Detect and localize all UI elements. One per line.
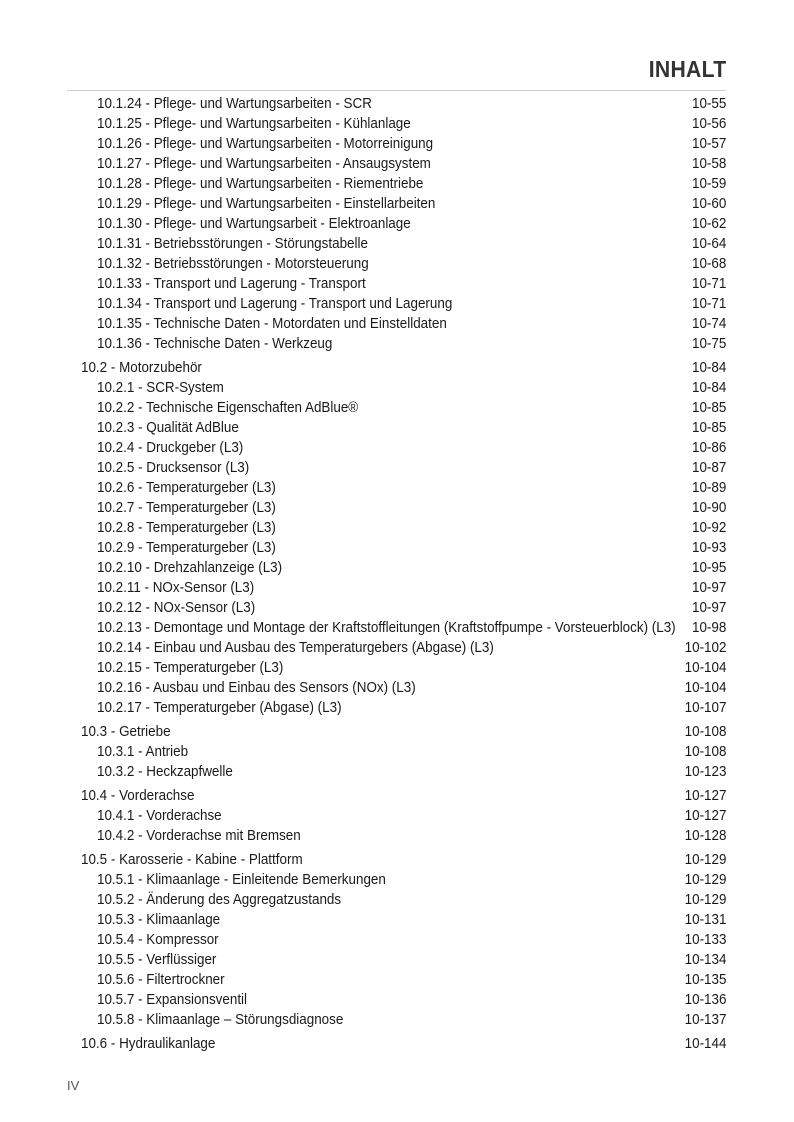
toc-entry[interactable] <box>0 950 794 970</box>
toc-entry[interactable] <box>0 498 794 518</box>
toc-entry-page: 10-85 <box>691 400 726 416</box>
toc-entry-page: 10-55 <box>691 96 726 112</box>
toc-entry[interactable] <box>0 618 794 638</box>
toc-entry-title: 10.1.25 - Pflege- und Wartungsarbeiten - Kühlanlage <box>97 116 411 132</box>
toc-entry-page: 10-128 <box>684 828 726 844</box>
toc-entry-page: 10-71 <box>691 296 726 312</box>
toc-entry-title: 10.2.15 - Temperaturgeber (L3) <box>97 660 284 676</box>
toc-entry[interactable] <box>0 94 794 114</box>
page-number: IV <box>67 1078 80 1093</box>
toc-entry-page: 10-131 <box>684 912 726 928</box>
toc-section-title: 10.5 - Karosserie - Kabine - Plattform <box>81 852 303 868</box>
toc-entry-page: 10-97 <box>691 580 726 596</box>
toc-entry-page: 10-71 <box>691 276 726 292</box>
toc-entry[interactable] <box>0 134 794 154</box>
toc-entry-title: 10.2.1 - SCR-System <box>97 380 224 396</box>
toc-entry-page: 10-64 <box>691 236 726 252</box>
toc-entry-title: 10.2.9 - Temperaturgeber (L3) <box>97 540 276 556</box>
toc-entry-title: 10.5.8 - Klimaanlage – Störungsdiagnose <box>97 1012 344 1028</box>
toc-entry[interactable] <box>0 254 794 274</box>
toc-entry[interactable] <box>0 806 794 826</box>
toc-entry-title: 10.1.27 - Pflege- und Wartungsarbeiten - Ansaugsystem <box>97 156 431 172</box>
toc-section <box>0 94 794 354</box>
toc-section-heading[interactable] <box>0 1034 794 1054</box>
toc-section-heading[interactable] <box>0 850 794 870</box>
toc-entry-title: 10.1.26 - Pflege- und Wartungsarbeiten - Motorreinigung <box>97 136 434 152</box>
toc-entry-page: 10-59 <box>691 176 726 192</box>
toc-entry[interactable] <box>0 518 794 538</box>
toc-section-page: 10-108 <box>684 724 726 740</box>
toc-section <box>0 358 794 718</box>
toc-entry[interactable] <box>0 294 794 314</box>
toc-entry-title: 10.1.32 - Betriebsstörungen - Motorsteuerung <box>97 256 369 272</box>
toc-entry-page: 10-98 <box>691 620 726 636</box>
toc-entry[interactable] <box>0 970 794 990</box>
toc-entry-page: 10-108 <box>684 744 726 760</box>
toc-entry-page: 10-123 <box>684 764 726 780</box>
toc-entry-page: 10-95 <box>691 560 726 576</box>
toc-entry-page: 10-136 <box>684 992 726 1008</box>
toc-entry-page: 10-104 <box>684 660 726 676</box>
toc-entry[interactable] <box>0 478 794 498</box>
toc-section-heading[interactable] <box>0 722 794 742</box>
toc-entry-page: 10-57 <box>691 136 726 152</box>
toc-entry-page: 10-87 <box>691 460 726 476</box>
toc-entry-title: 10.2.12 - NOx-Sensor (L3) <box>97 600 256 616</box>
toc-entry-title: 10.5.2 - Änderung des Aggregatzustands <box>97 892 342 908</box>
toc-entry-title: 10.1.28 - Pflege- und Wartungsarbeiten - Riementriebe <box>97 176 424 192</box>
toc-entry-page: 10-92 <box>691 520 726 536</box>
toc-entry-page: 10-56 <box>691 116 726 132</box>
toc-entry[interactable] <box>0 658 794 678</box>
toc-entry-page: 10-60 <box>691 196 726 212</box>
toc-section-page: 10-127 <box>684 788 726 804</box>
toc-entry-title: 10.3.2 - Heckzapfwelle <box>97 764 233 780</box>
toc-entry[interactable] <box>0 314 794 334</box>
toc-entry[interactable] <box>0 598 794 618</box>
toc-entry[interactable] <box>0 234 794 254</box>
toc-entry-page: 10-86 <box>691 440 726 456</box>
toc-entry[interactable] <box>0 418 794 438</box>
toc-entry-page: 10-97 <box>691 600 726 616</box>
toc-entry-title: 10.2.8 - Temperaturgeber (L3) <box>97 520 276 536</box>
table-of-contents <box>0 94 794 1058</box>
toc-section-title: 10.6 - Hydraulikanlage <box>81 1036 216 1052</box>
toc-entry[interactable] <box>0 334 794 354</box>
toc-section-title: 10.2 - Motorzubehör <box>81 360 202 376</box>
toc-entry[interactable] <box>0 578 794 598</box>
toc-entry-title: 10.2.2 - Technische Eigenschaften AdBlue® <box>97 400 359 416</box>
toc-section-title: 10.3 - Getriebe <box>81 724 171 740</box>
toc-entry-title: 10.5.1 - Klimaanlage - Einleitende Bemerkungen <box>97 872 386 888</box>
toc-entry-title: 10.2.13 - Demontage und Montage der Kraftstoffleitungen (Kraftstoffpumpe - Vorsteuerblock) (L3) <box>97 620 676 636</box>
toc-entry[interactable] <box>0 558 794 578</box>
toc-section-heading[interactable] <box>0 358 794 378</box>
toc-entry-page: 10-75 <box>691 336 726 352</box>
toc-entry[interactable] <box>0 742 794 762</box>
toc-entry-title: 10.1.36 - Technische Daten - Werkzeug <box>97 336 333 352</box>
toc-entry[interactable] <box>0 458 794 478</box>
toc-entry-title: 10.5.6 - Filtertrockner <box>97 972 225 988</box>
toc-entry-title: 10.2.4 - Druckgeber (L3) <box>97 440 244 456</box>
toc-entry-title: 10.1.31 - Betriebsstörungen - Störungstabelle <box>97 236 368 252</box>
toc-entry-title: 10.5.4 - Kompressor <box>97 932 219 948</box>
toc-entry-page: 10-104 <box>684 680 726 696</box>
toc-entry-title: 10.3.1 - Antrieb <box>97 744 189 760</box>
toc-entry[interactable] <box>0 930 794 950</box>
toc-entry[interactable] <box>0 174 794 194</box>
toc-entry[interactable] <box>0 114 794 134</box>
toc-entry-page: 10-90 <box>691 500 726 516</box>
toc-entry-page: 10-129 <box>684 872 726 888</box>
toc-entry-page: 10-85 <box>691 420 726 436</box>
toc-entry[interactable] <box>0 1010 794 1030</box>
toc-entry-title: 10.2.6 - Temperaturgeber (L3) <box>97 480 276 496</box>
toc-entry-title: 10.2.14 - Einbau und Ausbau des Temperaturgebers (Abgase) (L3) <box>97 640 494 656</box>
toc-entry[interactable] <box>0 990 794 1010</box>
toc-entry-title: 10.2.17 - Temperaturgeber (Abgase) (L3) <box>97 700 342 716</box>
toc-entry-page: 10-58 <box>691 156 726 172</box>
toc-entry-page: 10-135 <box>684 972 726 988</box>
toc-entry-title: 10.1.33 - Transport und Lagerung - Transport <box>97 276 366 292</box>
toc-section-page: 10-84 <box>691 360 726 376</box>
toc-entry-title: 10.2.7 - Temperaturgeber (L3) <box>97 500 276 516</box>
toc-entry-title: 10.2.3 - Qualität AdBlue <box>97 420 239 436</box>
toc-entry-page: 10-133 <box>684 932 726 948</box>
title-divider <box>67 90 726 91</box>
toc-entry-page: 10-127 <box>684 808 726 824</box>
toc-entry[interactable] <box>0 538 794 558</box>
toc-entry-page: 10-102 <box>684 640 726 656</box>
toc-entry[interactable] <box>0 638 794 658</box>
toc-entry-title: 10.1.35 - Technische Daten - Motordaten und Einstelldaten <box>97 316 447 332</box>
toc-entry[interactable] <box>0 910 794 930</box>
toc-entry[interactable] <box>0 438 794 458</box>
toc-entry-title: 10.2.16 - Ausbau und Einbau des Sensors (NOx) (L3) <box>97 680 416 696</box>
toc-entry-page: 10-68 <box>691 256 726 272</box>
toc-entry-title: 10.5.7 - Expansionsventil <box>97 992 248 1008</box>
toc-entry[interactable] <box>0 870 794 890</box>
toc-entry[interactable] <box>0 154 794 174</box>
toc-entry[interactable] <box>0 194 794 214</box>
toc-entry-page: 10-62 <box>691 216 726 232</box>
toc-section-page: 10-129 <box>684 852 726 868</box>
toc-entry-title: 10.1.30 - Pflege- und Wartungsarbeit - Elektroanlage <box>97 216 411 232</box>
toc-entry-title: 10.4.2 - Vorderachse mit Bremsen <box>97 828 301 844</box>
toc-entry[interactable] <box>0 378 794 398</box>
toc-entry-page: 10-84 <box>691 380 726 396</box>
toc-entry-title: 10.2.11 - NOx-Sensor (L3) <box>97 580 255 596</box>
toc-entry[interactable] <box>0 398 794 418</box>
toc-entry[interactable] <box>0 214 794 234</box>
toc-entry-title: 10.2.5 - Drucksensor (L3) <box>97 460 250 476</box>
page-title: INHALT <box>648 56 726 82</box>
toc-section-heading[interactable] <box>0 786 794 806</box>
toc-entry-title: 10.1.29 - Pflege- und Wartungsarbeiten - Einstellarbeiten <box>97 196 436 212</box>
toc-entry[interactable] <box>0 762 794 782</box>
toc-section <box>0 1034 794 1054</box>
toc-entry[interactable] <box>0 890 794 910</box>
toc-section <box>0 722 794 782</box>
toc-entry-title: 10.4.1 - Vorderachse <box>97 808 222 824</box>
toc-entry-title: 10.5.5 - Verflüssiger <box>97 952 217 968</box>
toc-entry-page: 10-134 <box>684 952 726 968</box>
toc-entry-title: 10.1.24 - Pflege- und Wartungsarbeiten - SCR <box>97 96 372 112</box>
toc-entry[interactable] <box>0 826 794 846</box>
toc-entry[interactable] <box>0 678 794 698</box>
toc-entry-title: 10.2.10 - Drehzahlanzeige (L3) <box>97 560 283 576</box>
toc-entry[interactable] <box>0 698 794 718</box>
toc-entry-title: 10.5.3 - Klimaanlage <box>97 912 221 928</box>
toc-section <box>0 786 794 846</box>
toc-section-page: 10-144 <box>684 1036 726 1052</box>
toc-entry-page: 10-129 <box>684 892 726 908</box>
toc-entry-page: 10-137 <box>684 1012 726 1028</box>
toc-entry-page: 10-107 <box>684 700 726 716</box>
toc-entry-page: 10-89 <box>691 480 726 496</box>
toc-section-title: 10.4 - Vorderachse <box>81 788 195 804</box>
toc-entry-title: 10.1.34 - Transport und Lagerung - Transport und Lagerung <box>97 296 453 312</box>
toc-section <box>0 850 794 1030</box>
toc-entry-page: 10-93 <box>691 540 726 556</box>
toc-entry-page: 10-74 <box>691 316 726 332</box>
toc-entry[interactable] <box>0 274 794 294</box>
